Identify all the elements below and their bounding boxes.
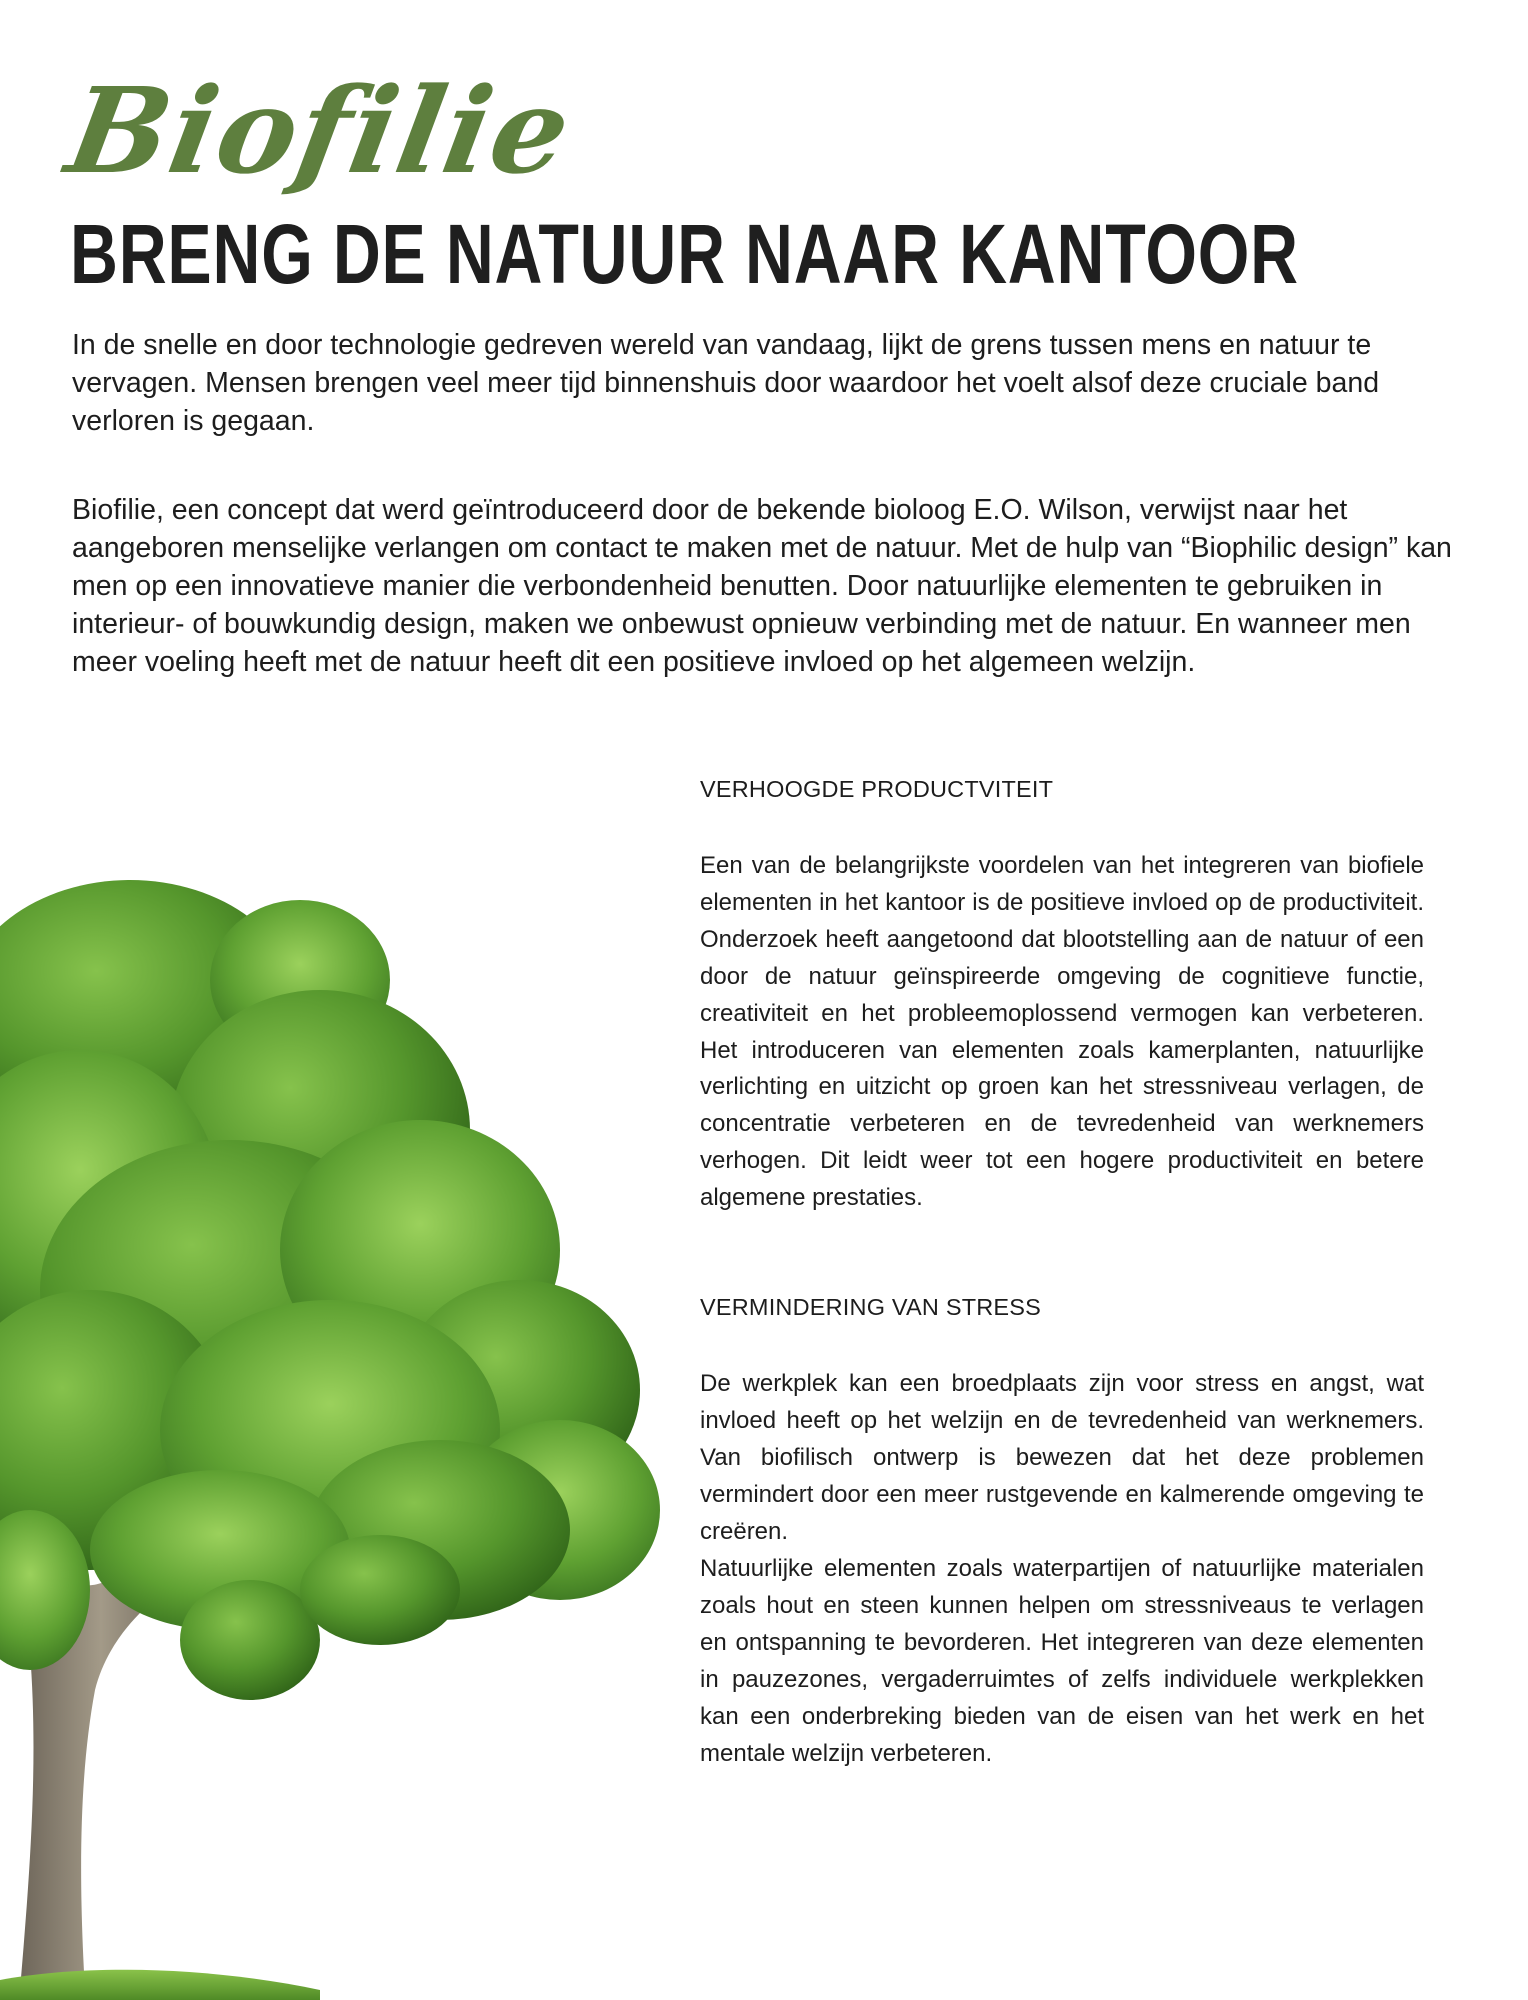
section-heading-productivity: VERHOOGDE PRODUCTVITEIT xyxy=(700,776,1054,802)
tree-icon xyxy=(0,870,680,2000)
page-title: BRENG DE NATUUR NAAR KANTOOR xyxy=(70,207,1299,301)
section-body-stress: Natuurlijke elementen zoals waterpartijen of natuurlijke materialen zoals hout en steen kunnen helpen om stressniveaus te verlagen en ontspanning te bevorderen. Het integreren van deze elementen in pauzezones, vergaderruimtes of zelfs individuele werkplekken kan een onderbreking bieden van de eisen van het werk en het mentale welzijn verbeteren. xyxy=(700,1555,1424,1767)
intro-paragraph: Biofilie, een concept dat werd geïntroduceerd door de bekende bioloog E.O. Wilson, verwijst naar het aangeboren menselijke verlangen om contact te maken met de natuur. Met de hulp van “Biophilic design” kan men op een innovatieve manier die verbondenheid benutten. Door natuurlijke elementen te gebruiken in interieur- of bouwkundig design, maken we onbewust opnieuw verbinding met de natuur. En wanneer men meer voeling heeft met de natuur heeft dit een positieve invloed op het algemeen welzijn. xyxy=(72,494,1452,678)
script-title: Biofilie xyxy=(57,61,582,200)
section-body-stress: De werkplek kan een broedplaats zijn voor stress en angst, wat invloed heeft op het welzijn en de tevredenheid van werknemers. Van biofilisch ontwerp is bewezen dat het deze problemen vermindert door een meer rustgevende en kalmerende omgeving te creëren. xyxy=(700,1370,1424,1545)
section-heading-stress: VERMINDERING VAN STRESS xyxy=(700,1294,1042,1320)
intro-paragraph: In de snelle en door technologie gedreven wereld van vandaag, lijkt de grens tussen mens en natuur te vervagen. Mensen brengen veel meer tijd binnenshuis door waardoor het voelt alsof deze cruciale band verloren is gegaan. xyxy=(72,329,1380,437)
section-body-productivity: Een van de belangrijkste voordelen van het integreren van biofiele elementen in het kantoor is de positieve invloed op de productiviteit. Onderzoek heeft aangetoond dat blootstelling aan de natuur of een door de natuur geïnspireerde omgeving de cognitieve functie, creativiteit en het probleemoplossend vermogen kan verbeteren. Het introduceren van elementen zoals kamerplanten, natuurlijke verlichting en uitzicht op groen kan het stressniveau verlagen, de concentratie verbeteren en de tevredenheid van werknemers verhogen. Dit leidt weer tot een hogere productiviteit en betere algemene prestaties. xyxy=(700,852,1424,1212)
